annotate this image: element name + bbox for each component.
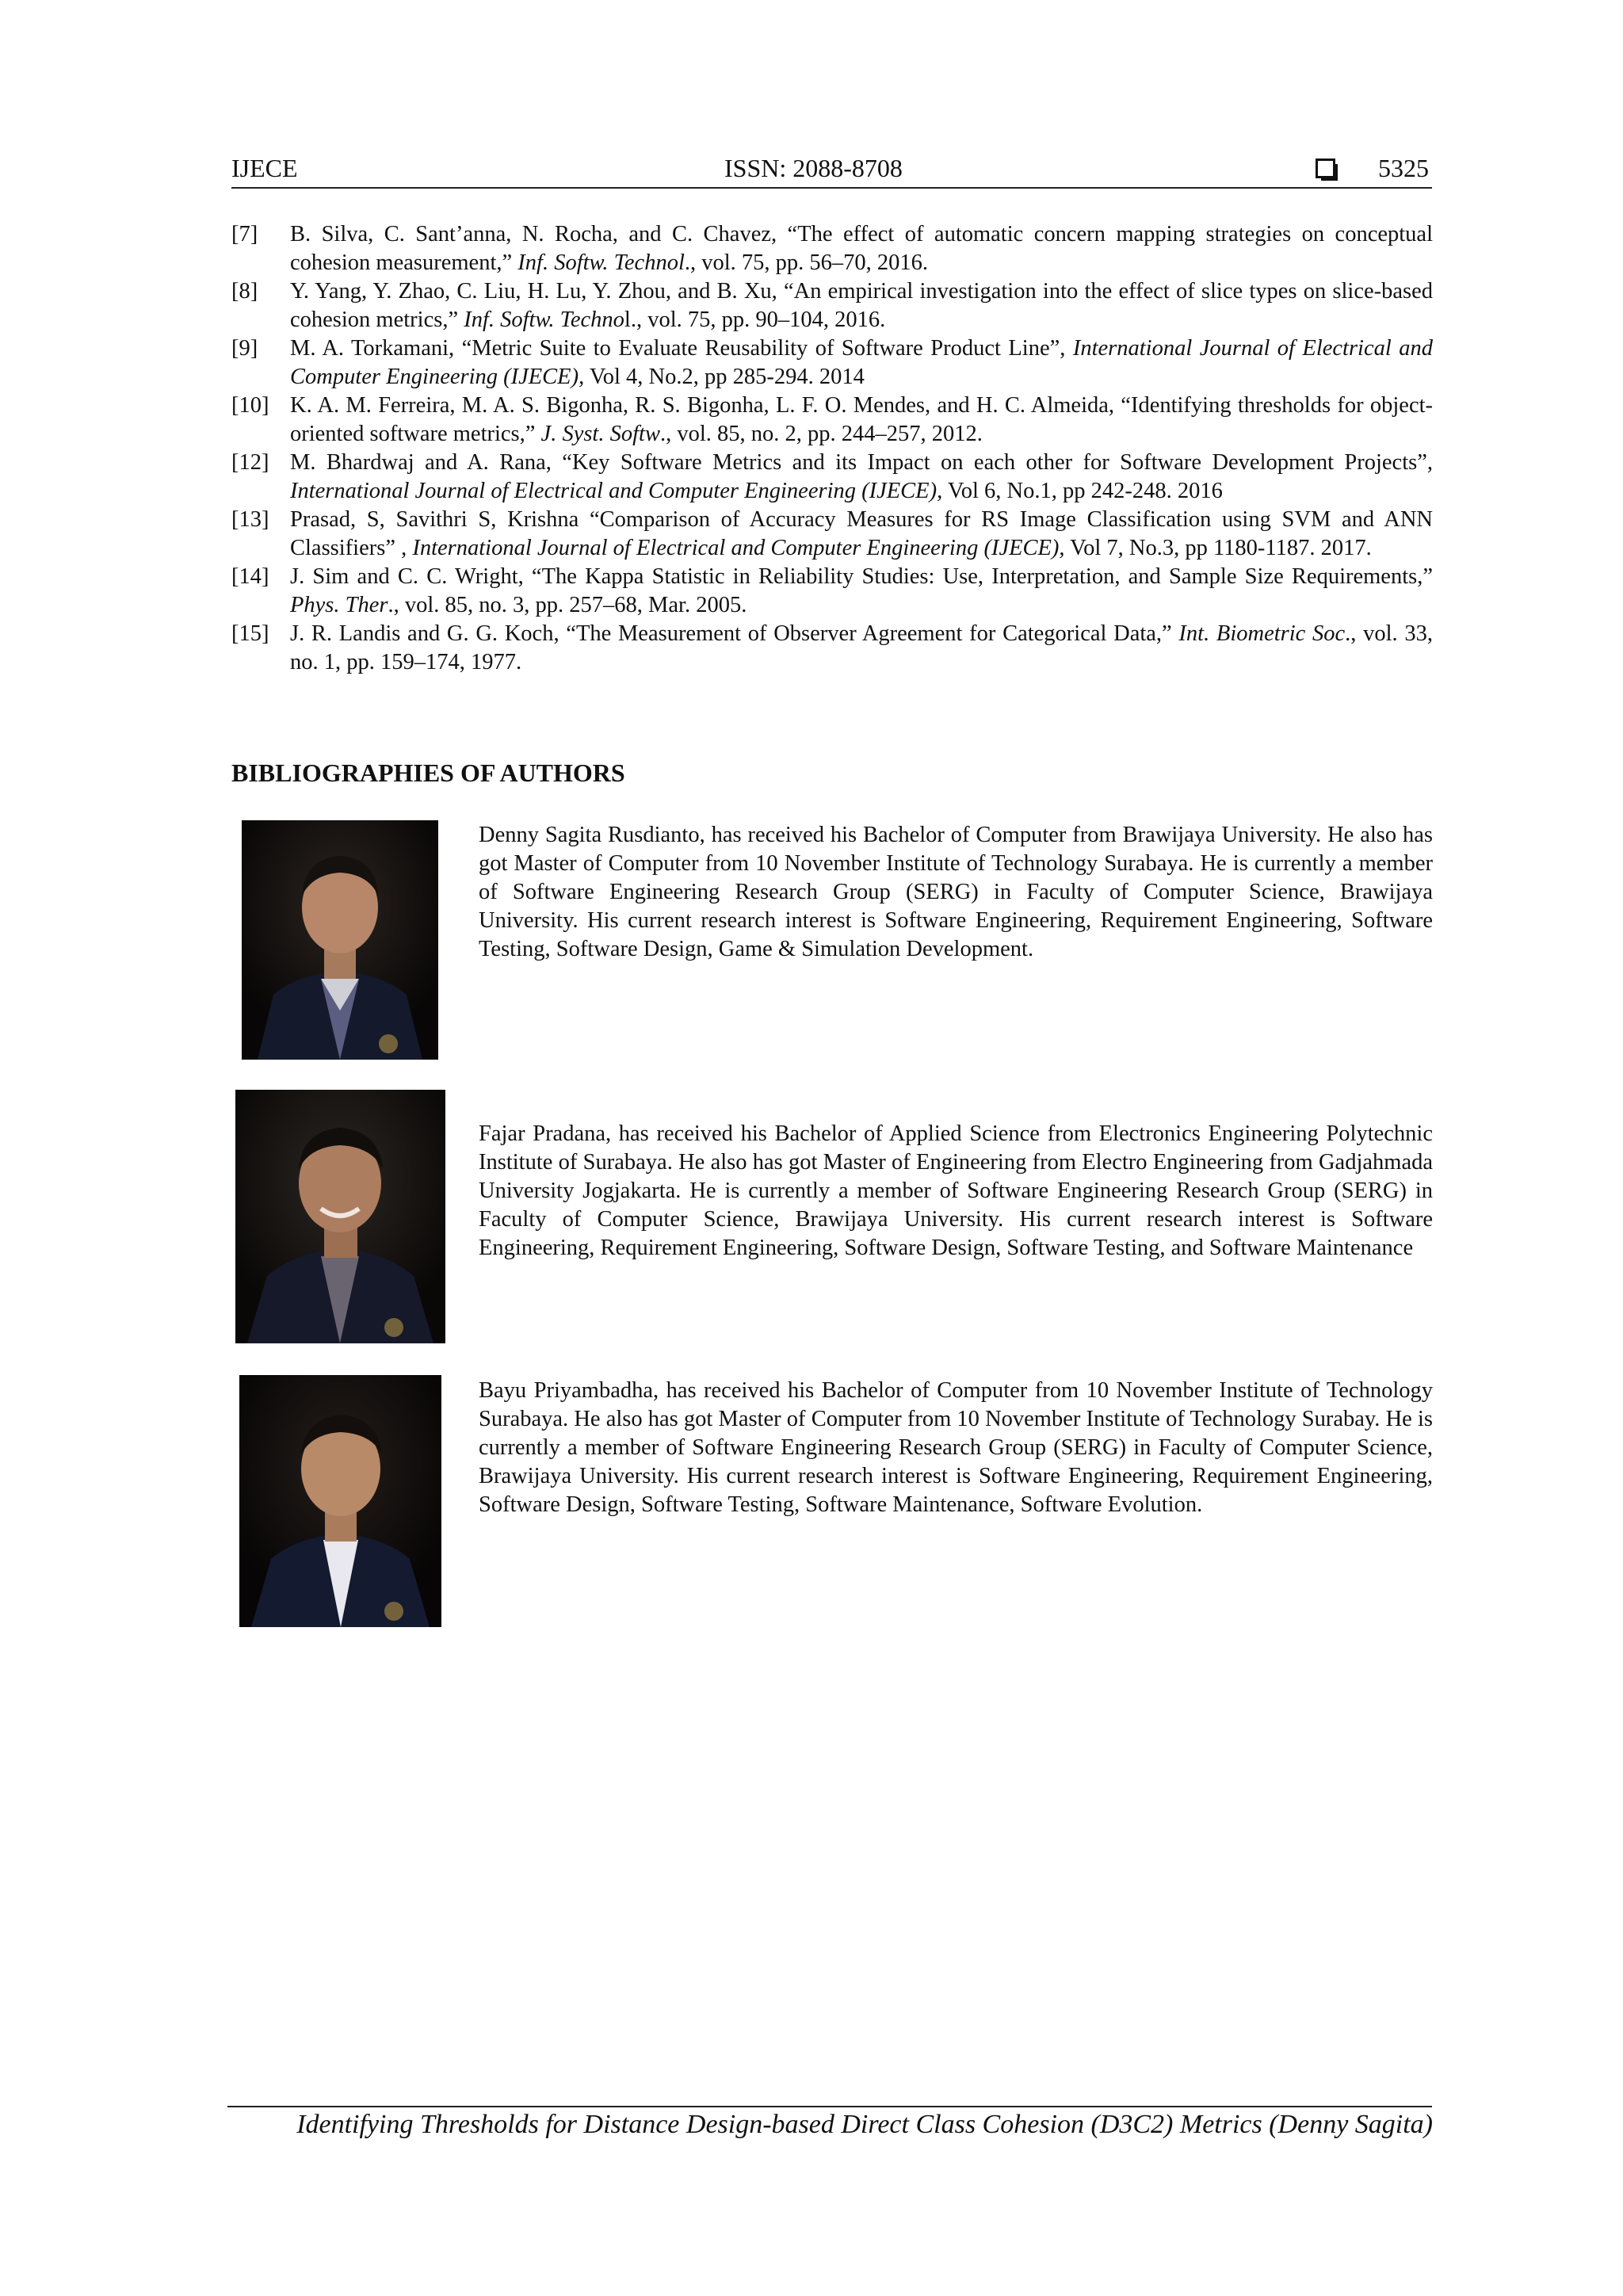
author-photo-2 (235, 1090, 445, 1343)
reference-text: M. Bhardwaj and A. Rana, “Key Software Metrics and its Impact on each other for Software Development Projects”, (290, 450, 1433, 475)
reference-text: J. R. Landis and G. G. Koch, “The Measurement of Observer Agreement for Categorical Data,” (290, 621, 1179, 646)
author-bio-3: Bayu Priyambadha, has received his Bachelor of Computer from 10 November Institute of Technology Surabaya. He also has got Master of Computer from 10 November Institute of Technology Surabay. He is currently a member of Software Engineering Research Group (SERG) in Faculty of Computer Science, Brawijaya University. His current research interest is Software Engineering, Requirement Engineering, Software Design, Software Testing, Software Maintenance, Software Evolution. (479, 1378, 1433, 1517)
reference-text: M. A. Torkamani, “Metric Suite to Evaluate Reusability of Software Product Line”, (290, 336, 1073, 361)
reference-number: [9] (231, 336, 258, 361)
reference-details: l., vol. 75, pp. 90–104, 2016. (624, 308, 886, 332)
running-footer: Identifying Thresholds for Distance Design-based Direct Class Cohesion (D3C2) Metrics (Denny Sagita) (296, 2110, 1433, 2139)
box-bullet-icon (1316, 159, 1335, 178)
reference-source: International Journal of Electrical and Computer Engineering (IJECE), (290, 479, 943, 503)
reference-source: International Journal of Electrical and Computer Engineering (IJECE), (412, 536, 1065, 560)
references-list (231, 220, 1433, 677)
reference-item (231, 563, 1433, 620)
reference-text: Prasad, S, Savithri S, Krishna “Comparison of Accuracy Measures for RS Image Classification using SVM and ANN Classifiers” , (290, 507, 1433, 560)
bibliographies-heading: BIBLIOGRAPHIES OF AUTHORS (231, 758, 625, 787)
reference-details: ., vol. 85, no. 3, pp. 257–68, Mar. 2005. (388, 593, 747, 617)
reference-item (231, 506, 1433, 563)
reference-text: K. A. M. Ferreira, M. A. S. Bigonha, R. S. Bigonha, L. F. O. Mendes, and H. C. Almeida, “Identifying thresholds for object-oriented software metrics,” (290, 393, 1433, 446)
author-photo-3 (239, 1375, 441, 1627)
running-header (231, 152, 1432, 189)
page-number-group (1316, 154, 1429, 183)
reference-details: Vol 4, No.2, pp 285-294. 2014 (584, 365, 865, 389)
issn: ISSN: 2088-8708 (724, 154, 903, 182)
reference-number: [7] (231, 222, 258, 246)
reference-number: [10] (231, 393, 269, 418)
reference-text: J. Sim and C. C. Wright, “The Kappa Statistic in Reliability Studies: Use, Interpretation, and Sample Size Requirements,” (290, 564, 1433, 589)
reference-source: Inf. Softw. Techno (464, 308, 624, 332)
reference-source: International Journal of Electrical and Computer Engineering (IJECE), (290, 336, 1433, 389)
reference-number: [13] (231, 507, 269, 532)
reference-item (231, 334, 1433, 392)
reference-details: ., vol. 33, no. 1, pp. 159–174, 1977. (290, 621, 1434, 674)
reference-number: [15] (231, 621, 269, 646)
author-bio-1: Denny Sagita Rusdianto, has received his Bachelor of Computer from Brawijaya University. He also has got Master of Computer from 10 November Institute of Technology Surabaya. He is currently a member of Software Engineering Research Group (SERG) in Faculty of Computer Science, Brawijaya University. His current research interest is Software Engineering, Requirement Engineering, Software Testing, Software Design, Game & Simulation Development. (479, 823, 1433, 961)
reference-details: ., vol. 85, no. 2, pp. 244–257, 2012. (659, 422, 983, 446)
author-photo-1 (242, 820, 438, 1060)
journal-name: IJECE (231, 154, 298, 182)
footer-rule (227, 2106, 1432, 2107)
reference-text: Y. Yang, Y. Zhao, C. Liu, H. Lu, Y. Zhou, and B. Xu, “An empirical investigation into the effect of slice types on slice-based cohesion metrics,” (290, 279, 1433, 332)
reference-source: Int. Biometric Soc (1178, 621, 1346, 646)
reference-details: Vol 7, No.3, pp 1180-1187. 2017. (1064, 536, 1372, 560)
reference-number: [12] (231, 450, 269, 475)
reference-details: ., vol. 75, pp. 56–70, 2016. (684, 250, 929, 275)
reference-source: Inf. Softw. Technol (517, 250, 685, 275)
reference-item (231, 277, 1433, 334)
reference-item (231, 449, 1433, 506)
page-number: 5325 (1378, 154, 1429, 182)
author-bio-2: Fajar Pradana, has received his Bachelor of Applied Science from Electronics Engineering Polytechnic Institute of Surabaya. He also has got Master of Engineering from Electro Engineering from Gadjahmada University Jogjakarta. He is currently a member of Software Engineering Research Group (SERG) in Faculty of Computer Science, Brawijaya University. His current research interest is Software Engineering, Requirement Engineering, Software Design, Software Testing, and Software Maintenance (479, 1121, 1433, 1260)
reference-details: Vol 6, No.1, pp 242-248. 2016 (942, 479, 1223, 503)
reference-source: J. Syst. Softw (540, 422, 660, 446)
reference-item (231, 220, 1433, 277)
reference-number: [8] (231, 279, 258, 304)
reference-item (231, 392, 1433, 449)
reference-number: [14] (231, 564, 269, 589)
reference-text: B. Silva, C. Sant’anna, N. Rocha, and C. Chavez, “The effect of automatic concern mapping strategies on conceptual cohesion measurement,” (290, 222, 1433, 275)
reference-item (231, 620, 1433, 677)
reference-source: Phys. Ther (290, 593, 388, 617)
